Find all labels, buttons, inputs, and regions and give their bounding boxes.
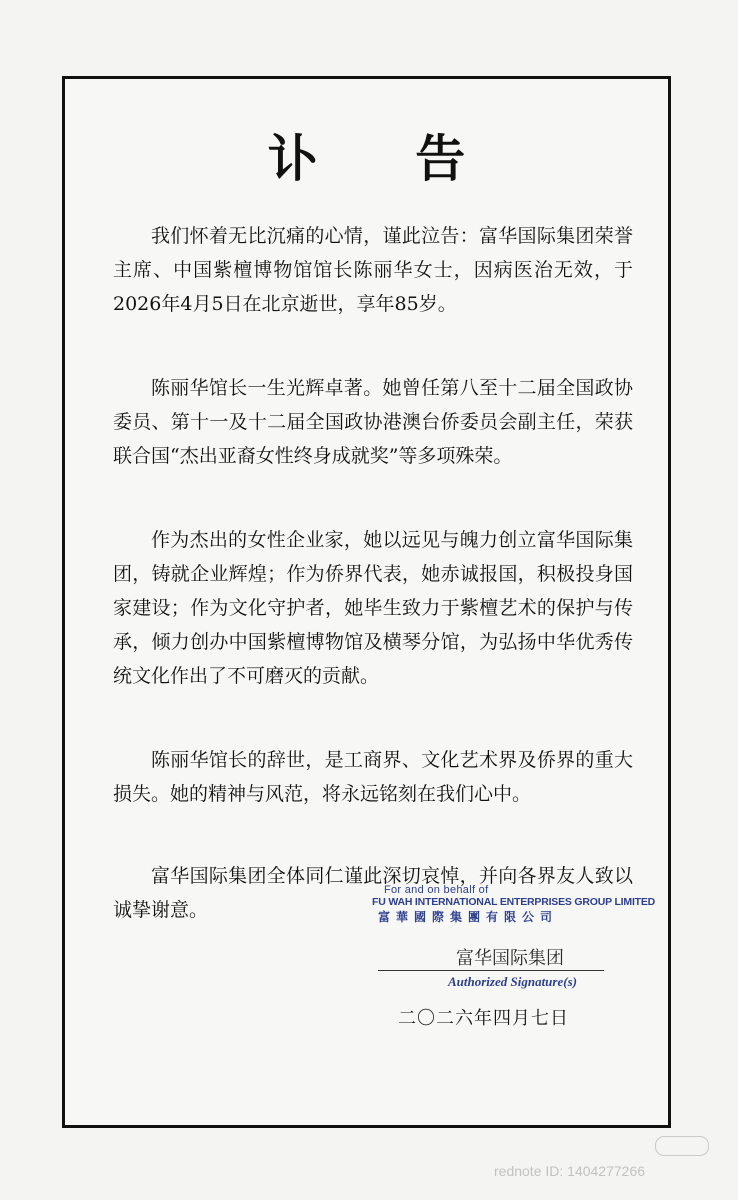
watermark-logo-icon	[655, 1136, 709, 1156]
stamp-line-1: For and on behalf of	[384, 884, 489, 896]
signature: 富华国际集团	[456, 948, 564, 969]
paragraph-2: 陈丽华馆长一生光辉卓著。她曾任第八至十二届全国政协委员、第十一及十二届全国政协港澳台侨委员会副主任，荣获联合国“杰出亚裔女性终身成就奖”等多项殊荣。	[113, 377, 633, 467]
paragraph-3: 作为杰出的女性企业家，她以远见与魄力创立富华国际集团，铸就企业辉煌；作为侨界代表，她赤诚报国，积极投身国家建设；作为文化守护者，她毕生致力于紫檀艺术的保护与传承，倾力创办中国紫檀博物馆及横琴分馆，为弘扬中华优秀传统文化作出了不可磨灭的贡献。	[113, 529, 633, 687]
notice-date: 二〇二六年四月七日	[398, 1008, 569, 1029]
paragraph-4: 陈丽华馆长的辞世，是工商界、文化艺术界及侨界的重大损失。她的精神与风范，将永远铭刻在我们心中。	[113, 749, 633, 805]
notice-title: 讣 告	[267, 130, 506, 188]
authorized-signature-label: Authorized Signature(s)	[448, 974, 577, 989]
watermark-text: rednote ID: 1404277266	[494, 1163, 646, 1179]
stamp-line-3: 富華國際集團有限公司	[378, 910, 559, 924]
notice-body	[113, 219, 656, 927]
paragraph-1: 我们怀着无比沉痛的心情，谨此泣告：富华国际集团荣誉主席、中国紫檀博物馆馆长陈丽华女士，因病医治无效，于2026年4月5日在北京逝世，享年85岁。	[113, 225, 633, 315]
signature-line	[378, 970, 604, 971]
paragraph-5: 富华国际集团全体同仁谨此深切哀悼，并向各界友人致以诚挚谢意。	[113, 865, 633, 921]
stamp-line-2: FU WAH INTERNATIONAL ENTERPRISES GROUP LIMITED	[372, 896, 656, 908]
company-stamp	[372, 884, 656, 925]
